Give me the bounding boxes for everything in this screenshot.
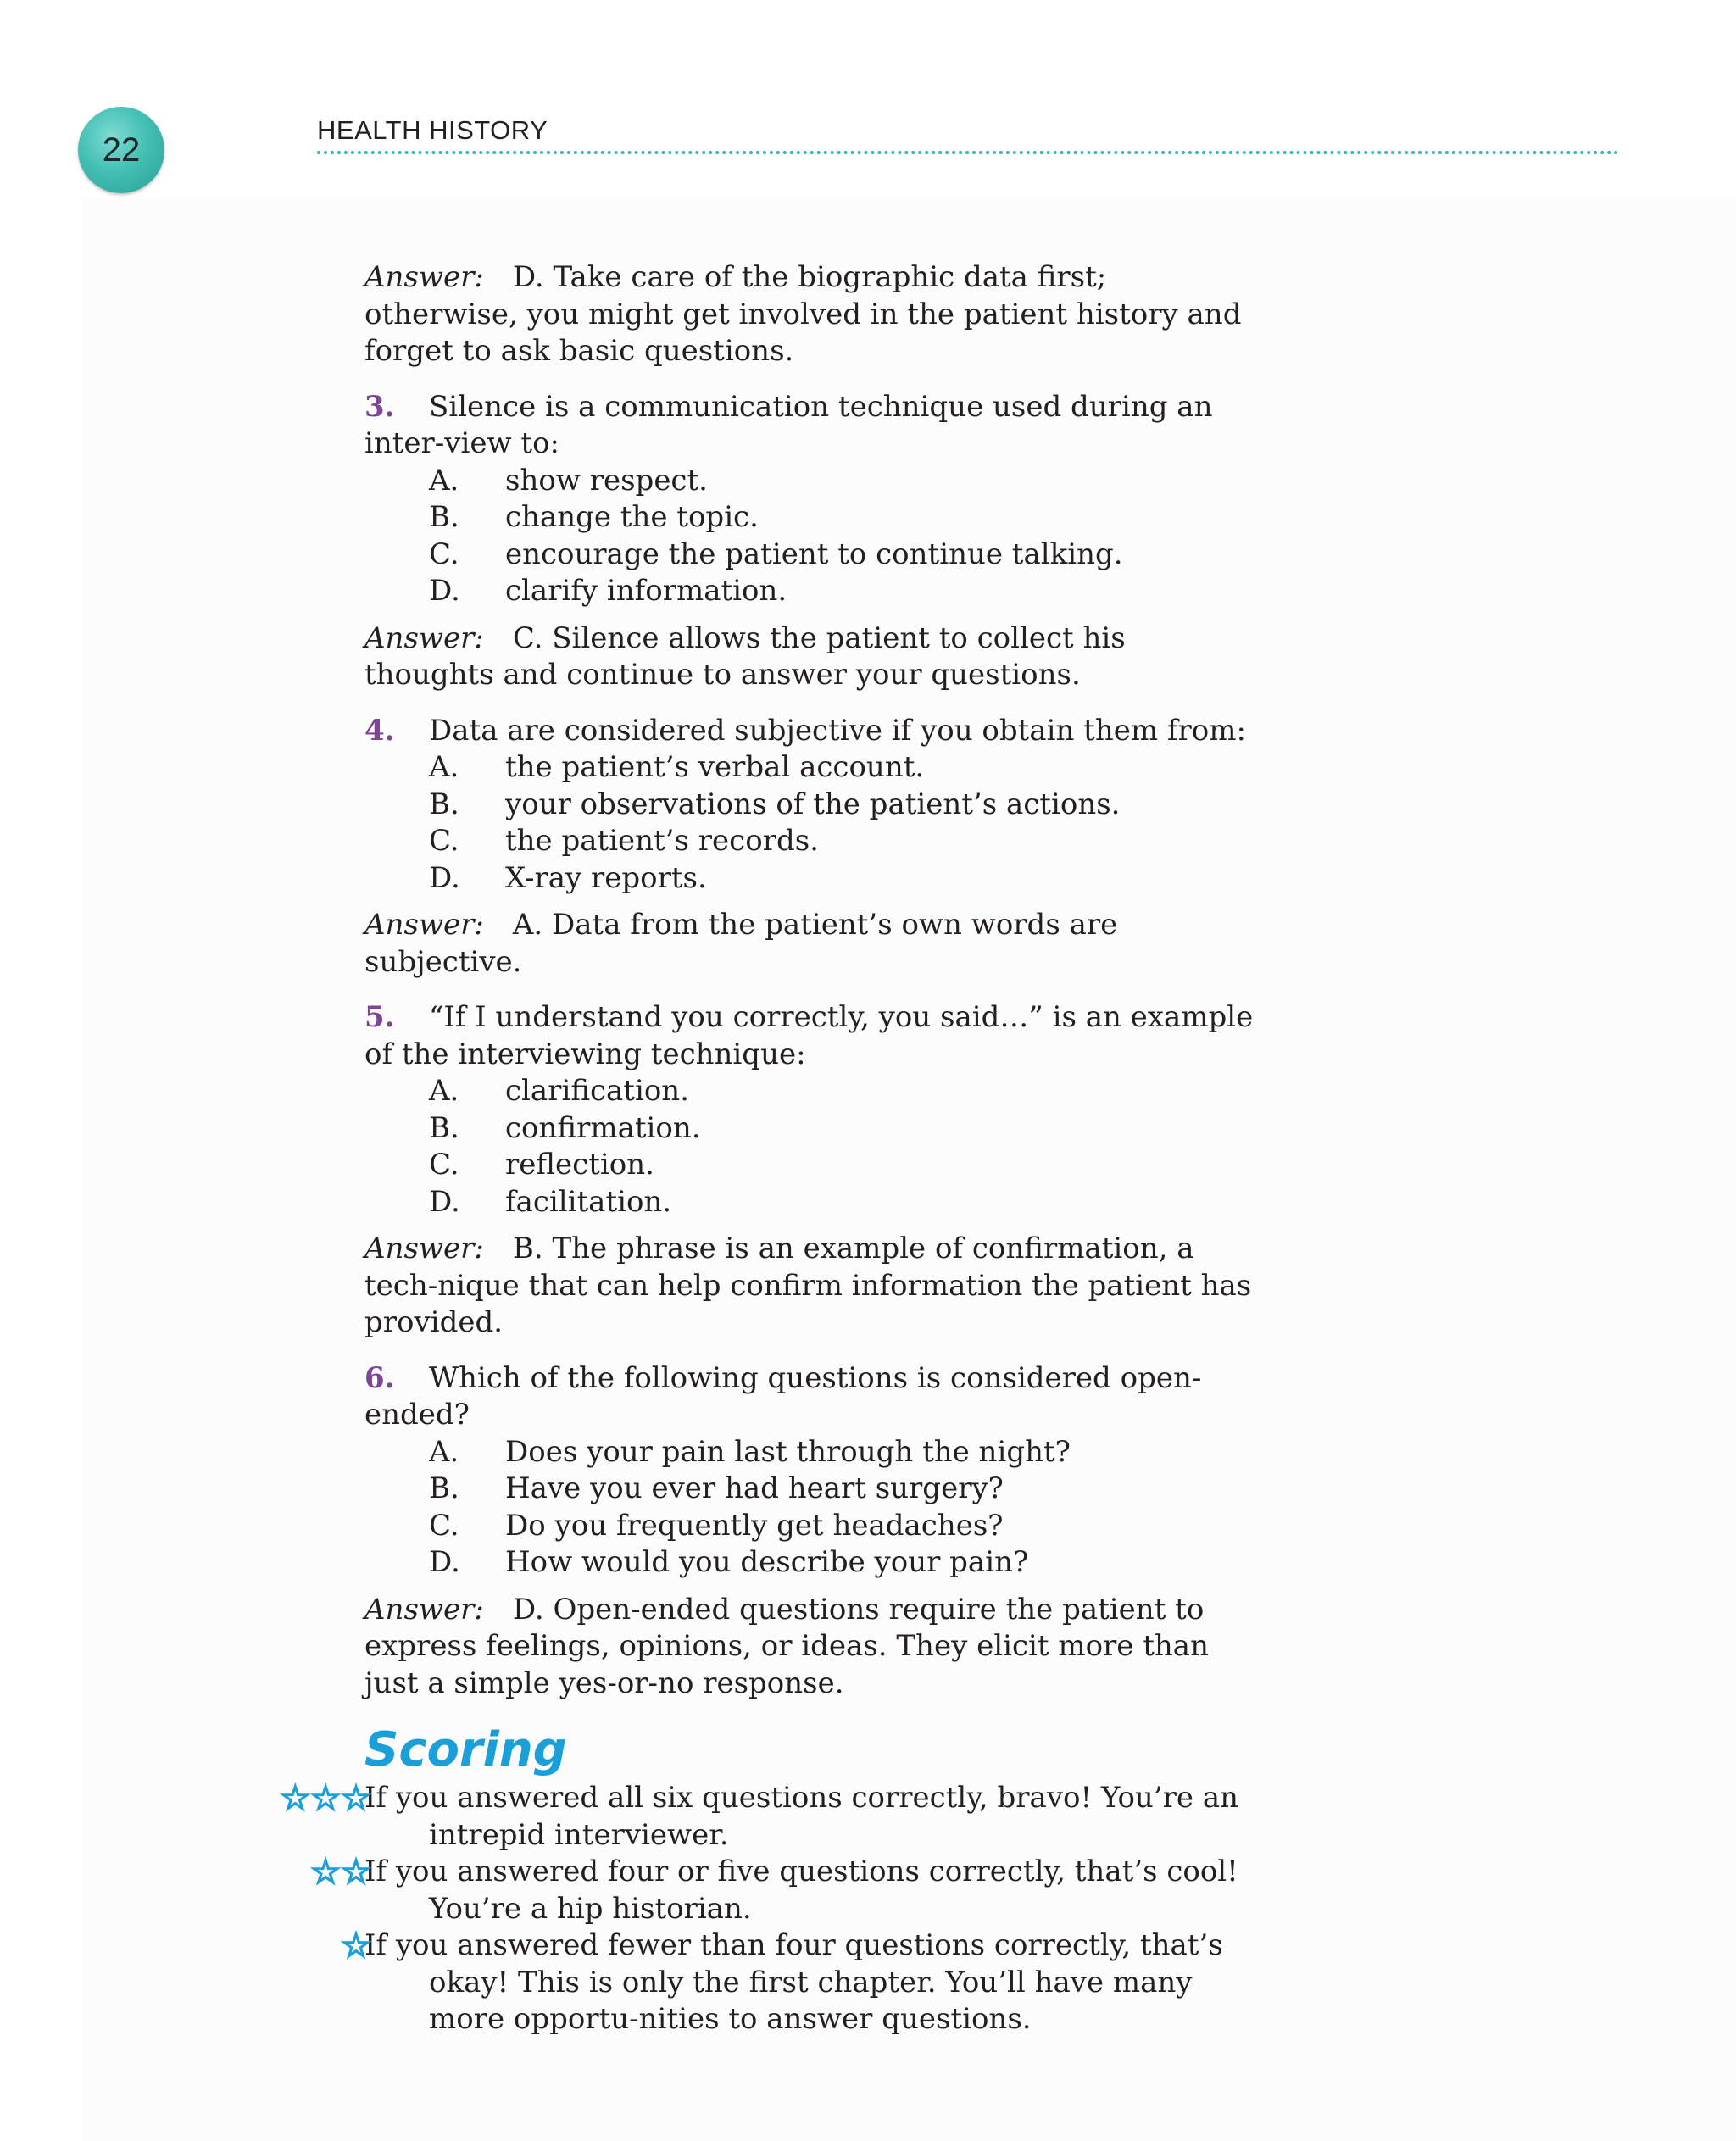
option-list [364,1434,1263,1582]
option-text: reflection. [505,1148,654,1182]
option-list [364,749,1263,897]
question-number: 5. [364,1000,395,1034]
option [364,1073,1263,1110]
score-row-three-stars [280,1779,1263,1854]
option-text: Do you frequently get headaches? [505,1508,1004,1543]
score-text: If you answered all six questions correctly, bravo! You’re an intrepid interviewer. [364,1781,1238,1852]
three-star-icon: ☆☆☆ [280,1779,371,1818]
question-number: 6. [364,1360,395,1395]
option-text: your observations of the patient’s actions. [505,787,1121,821]
scoring-title: Scoring [364,1722,567,1777]
answer [364,620,1263,694]
question-5 [364,999,1263,1342]
option-list [364,1073,1263,1221]
answer-text: D. Open-ended questions require the patient to express feelings, opinions, or ideas. They elicit more than just a simple yes-or-no response. [364,1592,1209,1700]
option-letter: B. [429,787,459,821]
answer-text: B. The phrase is an example of confirmation, a tech-nique that can help confirm information the patient has provided. [364,1232,1252,1339]
question-stem [364,999,1263,1073]
answer-label: Answer: [364,1232,484,1265]
option-letter: D. [429,1545,460,1579]
scoring-section [280,1721,1263,2038]
option-letter: C. [429,537,459,571]
running-head: HEALTH HISTORY [317,115,548,145]
option-letter: D. [429,574,460,608]
option [364,1471,1263,1508]
question-6 [364,1360,1263,1703]
option-letter: B. [429,1471,459,1505]
question-text: “If I understand you correctly, you said…” is an example of the interviewing technique: [364,1000,1254,1071]
option [364,1110,1263,1148]
option-text: change the topic. [505,500,759,534]
option-text: How would you describe your pain? [505,1545,1029,1579]
answer-label: Answer: [364,620,484,655]
answer-text: D. Take care of the biographic data first; otherwise, you might get involved in the patient history and forget to ask basic questions. [364,260,1242,368]
page-number: 22 [102,131,141,169]
score-row-one-star [341,1927,1263,2038]
option-letter: C. [429,1508,459,1543]
option-letter: A. [429,463,459,498]
option-letter: B. [429,1110,459,1145]
option [364,499,1263,537]
option-text: the patient’s records. [505,824,819,858]
page-number-badge [78,107,164,193]
option-text: Have you ever had heart surgery? [505,1471,1004,1505]
answer [364,1592,1263,1703]
option [364,749,1263,787]
header-divider [317,151,1619,154]
score-text: If you answered four or five questions correctly, that’s cool! You’re a hip historian. [364,1855,1238,1926]
question-stem [364,1360,1263,1434]
answer-text: C. Silence allows the patient to collect his thoughts and continue to answer your questions. [364,620,1126,692]
answer-label: Answer: [364,260,484,294]
option-letter: A. [429,750,459,784]
option-text: encourage the patient to continue talking. [505,537,1123,571]
option-text: the patient’s verbal account. [505,750,925,784]
answer-label: Answer: [364,1592,484,1627]
option-letter: D. [429,1184,460,1219]
page-content [280,259,1263,2038]
option-text: Does your pain last through the night? [505,1434,1071,1469]
option-letter: D. [429,860,460,895]
option [364,1544,1263,1582]
question-text: Silence is a communication technique used during an inter-view to: [364,389,1213,460]
option-text: confirmation. [505,1110,701,1145]
score-row-two-stars [310,1853,1263,1927]
question-text: Which of the following questions is considered open-ended? [364,1360,1202,1432]
answer [364,907,1263,981]
option-letter: A. [429,1074,459,1108]
score-text: If you answered fewer than four questions correctly, that’s okay! This is only the first chapter. You’ll have many more opportu-nities to answer questions. [364,1928,1223,2036]
option-text: facilitation. [505,1184,672,1219]
option-text: show respect. [505,463,708,498]
question-number: 4. [364,713,395,748]
question-stem [364,713,1263,750]
question-stem [364,389,1263,463]
option-letter: A. [429,1434,459,1469]
option-letter: C. [429,824,459,858]
option [364,537,1263,574]
option-text: X-ray reports. [505,860,707,895]
option [364,1434,1263,1471]
option-letter: C. [429,1148,459,1182]
answer [364,1231,1263,1342]
option [364,1508,1263,1545]
two-star-icon: ☆☆ [310,1853,371,1892]
option [364,823,1263,860]
option [364,860,1263,898]
option [364,573,1263,610]
question-3 [364,389,1263,694]
option-text: clarification. [505,1074,690,1108]
answer-text: A. Data from the patient’s own words are subjective. [364,908,1118,979]
question-4 [364,713,1263,982]
option-list [364,463,1263,610]
answer-label: Answer: [364,908,484,942]
intro-answer [364,259,1263,370]
one-star-icon: ☆ [341,1927,371,1966]
option [364,787,1263,824]
option [364,1147,1263,1184]
option [364,1184,1263,1221]
option [364,463,1263,500]
question-number: 3. [364,389,395,424]
question-text: Data are considered subjective if you obtain them from: [429,713,1246,748]
option-letter: B. [429,500,459,534]
option-text: clarify information. [505,574,787,608]
